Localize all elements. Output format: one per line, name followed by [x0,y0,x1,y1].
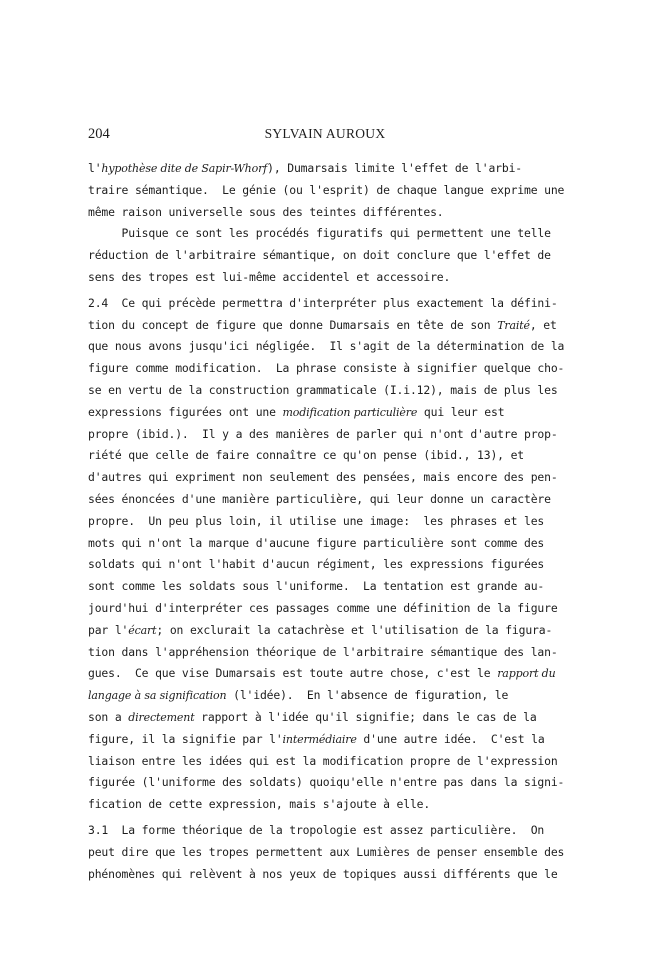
text-line [88,642,568,664]
text-run: sées énoncées d'une manière particulière, qui leur donne un caractère [88,491,551,506]
text-line [88,245,568,267]
page-number: 204 [88,126,110,142]
text-line [88,467,568,489]
text-run: soldats qui n'ont l'habit d'aucun régiment, les expressions figurées [88,557,545,572]
text-line [88,158,568,180]
italic-text: hypothèse dite de Sapir-Whorf [101,162,268,175]
text-run: tion dans l'appréhension théorique de l'arbitraire sémantique des lan- [88,644,558,659]
text-run: expressions figurées ont une [88,404,283,419]
text-run: réduction de l'arbitraire sémantique, on doit conclure que l'effet de [88,248,551,263]
text-run: ), Dumarsais limite l'effet de l'arbi- [267,161,523,175]
text-run: mots qui n'ont la marque d'aucune figure particulière sont comme des [88,535,545,550]
italic-text: langage à sa signification [88,689,227,703]
running-title: SYLVAIN AUROUX [264,126,386,141]
text-run: son a [88,709,129,724]
text-run: l' [88,161,102,175]
paragraph [88,158,568,289]
text-line [88,620,568,642]
text-line [88,576,568,598]
text-run: phénomènes qui relèvent à nos yeux de topiques aussi différents que le [88,866,558,881]
text-run: figure, il la signifie par l' [88,731,283,746]
italic-text: rapport du [497,667,556,681]
text-line [88,267,568,289]
text-line [88,842,568,864]
text-run: propre. Un peu plus loin, il utilise une image: les phrases et les [88,513,545,528]
text-line [88,511,568,533]
italic-text: modification particulière [282,405,418,419]
text-run: d'autres qui expriment non seulement des pensées, mais encore des pen- [88,470,558,485]
text-line [88,864,568,886]
text-line [88,489,568,511]
text-line [88,380,568,402]
text-run: sont comme les soldats sous l'uniforme. La tentation est grande au- [88,579,545,594]
text-line [88,685,568,707]
text-line [88,820,568,842]
text-line [88,424,568,446]
text-line [88,772,568,794]
text-run: rapport à l'idée qu'il signifie; dans le cas de la [194,709,537,724]
text-run: figure comme modification. La phrase consiste à signifier quelque cho- [88,361,565,376]
text-run: qui leur est [417,404,505,419]
text-run: jourd'hui d'interpréter ces passages comme une définition de la figure [88,600,558,615]
text-run: (l'idée). En l'absence de figuration, le [226,688,509,703]
text-line [88,223,568,245]
text-line [88,180,568,202]
text-line [88,533,568,555]
text-run: fication de cette expression, mais s'ajoute à elle. [88,797,431,812]
text-run: que nous avons jusqu'ici négligée. Il s'agit de la détermination de la [88,339,565,354]
text-line [88,293,568,315]
text-run: Puisque ce sont les procédés figuratifs qui permettent une telle [88,226,551,241]
text-run: riété que celle de faire connaître ce qu'on pense (ibid., 13), et [88,448,525,463]
text-run: ; on exclurait la catachrèse et l'utilisation de la figura- [156,622,553,637]
text-line [88,729,568,751]
text-line [88,663,568,685]
text-run: par l' [88,622,129,637]
text-line [88,315,568,337]
page-header [88,126,562,146]
text-line [88,751,568,773]
paragraph [88,293,568,816]
text-run: gues. Ce que vise Dumarsais est toute autre chose, c'est le [88,666,498,681]
italic-text: Traité [497,318,530,332]
text-line [88,336,568,358]
text-run: peut dire que les tropes permettent aux Lumières de penser ensemble des [88,844,565,859]
text-run: 3.1 La forme théorique de la tropologie est assez particulière. On [88,822,545,837]
text-run: même raison universelle sous des teintes différentes. [88,204,444,219]
text-line [88,358,568,380]
text-run: figurée (l'uniforme des soldats) quoiqu'elle n'entre pas dans la signi- [88,775,565,790]
text-line [88,445,568,467]
text-line [88,598,568,620]
text-run: , et [529,317,557,332]
text-line [88,202,568,224]
text-line [88,707,568,729]
paragraph [88,820,568,885]
text-run: propre (ibid.). Il y a des manières de parler qui n'ont d'autre prop- [88,426,558,441]
italic-text: écart [128,623,157,637]
text-line [88,794,568,816]
text-run: d'une autre idée. C'est la [356,731,545,746]
text-run: se en vertu de la construction grammaticale (I.i.12), mais de plus les [88,382,558,397]
text-run: liaison entre les idées qui est la modification propre de l'expression [88,753,558,768]
text-run: 2.4 Ce qui précède permettra d'interpréter plus exactement la défini- [88,295,558,310]
text-line [88,402,568,424]
body-text [88,158,568,885]
text-run: sens des tropes est lui-même accidentel et accessoire. [88,269,451,284]
text-run: traire sémantique. Le génie (ou l'esprit) de chaque langue exprime une [88,182,565,197]
text-line [88,554,568,576]
text-run: tion du concept de figure que donne Dumarsais en tête de son [88,317,498,332]
italic-text: directement [128,710,195,724]
italic-text: intermédiaire [282,732,357,746]
